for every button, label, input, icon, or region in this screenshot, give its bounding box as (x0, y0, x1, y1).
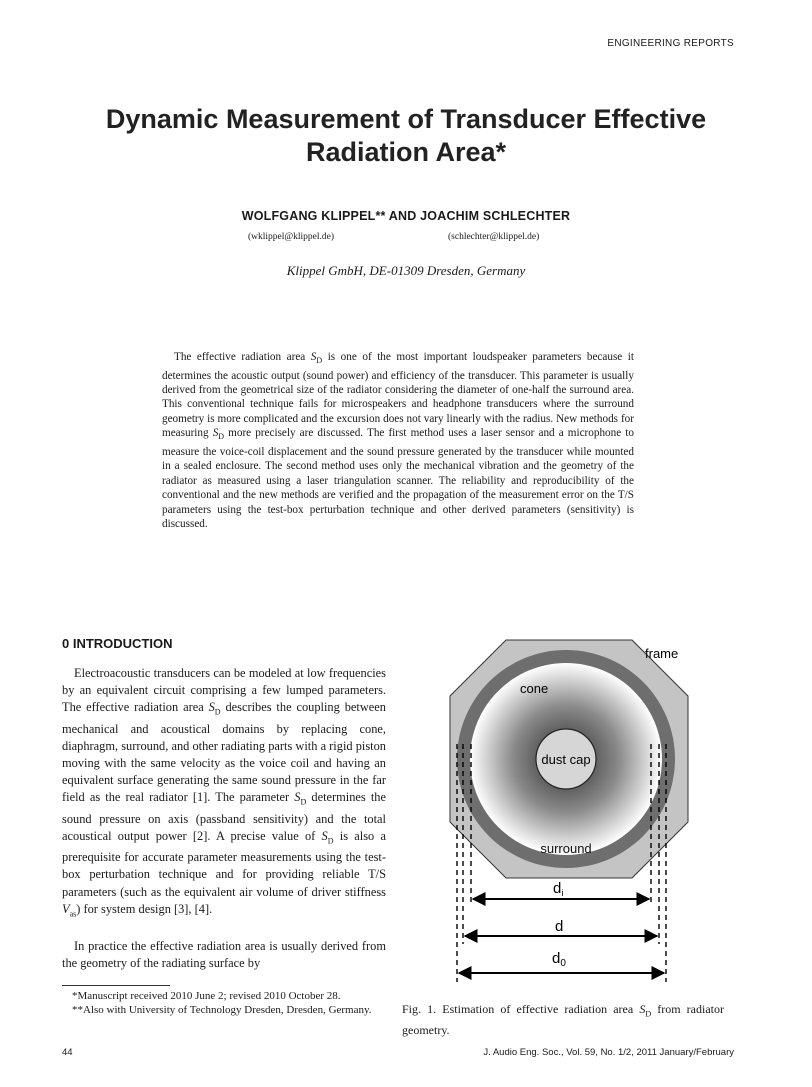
caption-text-2: from radiator geometry. (402, 1002, 724, 1038)
authors: WOLFGANG KLIPPEL** AND JOACHIM SCHLECHTER (241, 209, 571, 223)
symbol-sub-d: D (327, 836, 334, 846)
intro-text: ) for system design [3], [4]. (76, 901, 213, 916)
article-title (60, 103, 752, 169)
symbol-sub-d: D (214, 707, 221, 717)
label-cone: cone (520, 681, 549, 696)
footnote-2: **Also with University of Technology Dresden, Dresden, Germany. (72, 1003, 372, 1016)
symbol-s: S (294, 790, 301, 805)
label-d: d (555, 918, 564, 935)
author-email-1[interactable]: (wklippel@klippel.de) (248, 232, 335, 242)
intro-text: describes the coupling between mechanical and acoustical domains by replacing cone, diaphragm, surround, and other radiating parts with a rigid piston moving with the same velocity as the voice coil and having an equivalent surface generating the same sound pressure in the far field as the real radiator [1]. The parameter (62, 700, 386, 805)
symbol-s: S (310, 351, 317, 363)
symbol-sub-d: D (300, 797, 307, 807)
symbol-s: S (639, 1002, 646, 1016)
symbol-s: S (208, 700, 215, 715)
footnotes (62, 990, 386, 1017)
abstract-text-2: is one of the most important loudspeaker parameters because it determines the acoustic output (sound power) and efficiency of the transducer. This parameter is usually derived from the geometrical size of the radiator considering the diameter of one-half the surround area. This conventional technique fails for microspeakers and headphone transducers where the surround geometry is more complicated and the excursion does not vary linearly with the radius. New methods for measuring (162, 351, 634, 440)
label-dust-cap: dust cap (541, 752, 591, 767)
symbol-v: V (62, 901, 70, 916)
intro-paragraph-2: In practice the effective radiation area is usually derived from the geometry of the radiating surface by (62, 939, 386, 971)
title-line-2: Radiation Area* (305, 137, 507, 167)
symbol-sub-as: as (69, 909, 77, 919)
symbol-sub-d: D (316, 356, 323, 366)
abstract (162, 350, 634, 531)
label-d0-sub: 0 (560, 958, 566, 969)
label-di-sub: i (561, 888, 564, 898)
page-number: 44 (62, 1047, 73, 1058)
section-heading: 0 INTRODUCTION (62, 636, 173, 651)
intro-text: determines the sound pressure on axis (passband sensitivity) and the total acoustical output power [2]. A precise value of (62, 790, 386, 843)
footnote-1: *Manuscript received 2010 June 2; revised 2010 October 28. (72, 990, 341, 1002)
label-di-base: d (553, 880, 562, 897)
figure-radiator-geometry (400, 632, 740, 992)
title-line-1: Dynamic Measurement of Transducer Effective (105, 104, 707, 134)
label-di (553, 880, 563, 898)
intro-text: Electroacoustic transducers can be modeled at low frequencies by an equivalent circuit comprising a few lumped parameters. The effective radiation area (62, 666, 386, 715)
label-surround: surround (540, 841, 592, 856)
symbol-s: S (212, 427, 219, 440)
label-d0 (552, 950, 566, 969)
symbol-sub-d: D (645, 1009, 652, 1019)
abstract-text-1: The effective radiation area (174, 351, 311, 363)
running-head: ENGINEERING REPORTS (607, 38, 734, 49)
intro-paragraph-1 (62, 665, 386, 922)
abstract-text-3: more precisely are discussed. The first method uses a laser sensor and a microphone to measure the voice-coil displacement and the sound pressure generated by the transducer while mounted in a sealed enclosure. The second method uses only the mechanical vibration and the geometry of the radiator as measured using a laser triangulation scanner. The reliability and reproducibility of the conventional and the new methods are verified and the propagation of the measurement error on the T/S parameters using the test-box perturbation technique and other derived parameters (sensitivity) is discussed. (162, 427, 634, 530)
affiliation: Klippel GmbH, DE-01309 Dresden, Germany (286, 263, 526, 278)
journal-citation: J. Audio Eng. Soc., Vol. 59, No. 1/2, 2011 January/February (483, 1047, 734, 1058)
intro-text: is also a prerequisite for accurate parameter measurements using the test-box perturbation technique and for providing reliable T/S parameters (such as the equivalent air volume of driver stiffness (62, 828, 386, 899)
label-frame: frame (645, 646, 679, 661)
caption-text-1: Fig. 1. Estimation of effective radiation area (402, 1002, 640, 1016)
symbol-sub-d: D (218, 432, 225, 442)
author-email-2[interactable]: (schlechter@klippel.de) (448, 232, 540, 242)
footnote-rule (62, 985, 170, 986)
symbol-s: S (321, 828, 328, 843)
figure-caption (402, 1001, 724, 1038)
label-d0-base: d (552, 950, 561, 967)
